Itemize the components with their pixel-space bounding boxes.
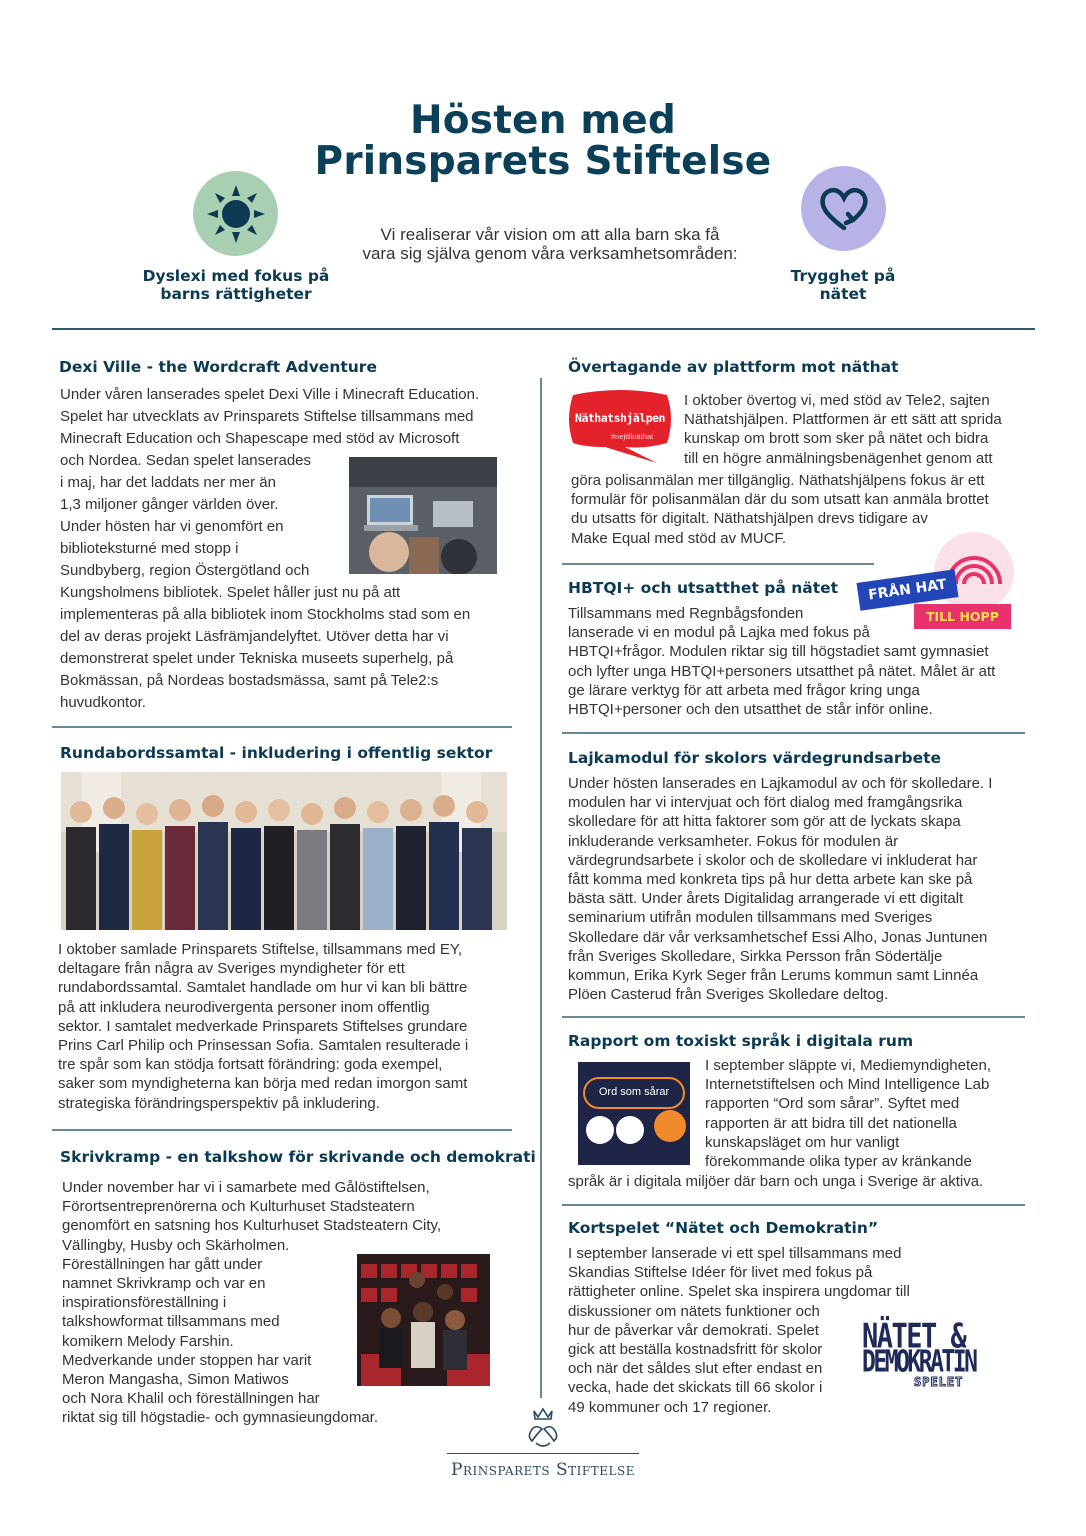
rundabord-text <box>58 940 518 1113</box>
divider <box>562 1204 1025 1206</box>
text-line: tre spår som kan stödja fortsatt förändring: goda exempel, <box>58 1056 443 1074</box>
text-line: rapporten är att bidra till det nationella <box>705 1114 957 1132</box>
footer-logo-rule <box>447 1453 639 1454</box>
divider <box>562 1016 1025 1018</box>
rundabord-group-photo <box>61 772 507 930</box>
header-divider <box>52 328 1035 330</box>
text-line: biblioteksturné med stopp i <box>60 540 239 557</box>
text-line: Kungsholmens bibliotek. Spelet håller just nu på att <box>60 584 401 601</box>
text-line: Bokmässan, på Nordeas bostadsmässa, samt på Tele2:s <box>60 672 439 689</box>
text-line: skolledare för att hitta faktorer som gör att de lyckats skapa <box>568 813 961 831</box>
divider <box>52 1129 512 1131</box>
lajka-text <box>568 774 1038 1004</box>
text-line: till en högre anmälningsbenägenhet genom att <box>684 449 993 467</box>
nathatshjalpen-logo <box>565 389 675 464</box>
sun-icon <box>205 183 267 245</box>
text-line: Tillsammans med Regnbågsfonden <box>568 605 804 622</box>
text-line: rättigheter online. Spelet ska inspirera ungdomar till <box>568 1283 910 1301</box>
text-line: 1,3 miljoner gånger världen över. <box>60 496 279 513</box>
text-line: inspirationsföreställning i <box>62 1294 227 1312</box>
text-line: Under hösten lanserades en Lajkamodul av och för skolledare. I <box>568 775 993 792</box>
page-title <box>0 100 1086 182</box>
text-line: genomfört en satsning hos Kulturhuset Stadsteatern City, <box>62 1217 442 1235</box>
text-line: ge lärare verktyg för att arbeta med frågor kring unga <box>568 681 920 699</box>
text-line: i maj, har det laddats ner mer än <box>60 474 276 491</box>
text-line: formulär för polisanmälan där du som utsatt kan anmäla brottet <box>571 491 989 509</box>
column-divider <box>540 378 542 1398</box>
text-line: I september lanserade vi ett spel tillsammans med <box>568 1245 902 1262</box>
text-line: riktat sig till högstadie- och gymnasieungdomar. <box>62 1409 378 1427</box>
text-line: bästa sätt. Under årets Digitalidag arrangerade vi ett digitalt <box>568 890 964 908</box>
rapport-heading: Rapport om toxiskt språk i digitala rum <box>568 1032 914 1050</box>
text-line: kunskapsläget om hur vanligt <box>705 1133 900 1151</box>
text-line: Medverkande under stoppen har varit <box>62 1351 312 1369</box>
text-line: seminarium utifrån modulen tillsammans med Sveriges <box>568 909 933 927</box>
text-line: talkshowformat tillsammans med <box>62 1313 280 1331</box>
text-line: deltagare från några av Sveriges myndigheter för ett <box>58 960 405 978</box>
text-line: Vällingby, Husby och Skärholmen. <box>62 1236 290 1254</box>
text-line: del av deras projekt Läsfrämjandelyftet. Utöver detta har vi <box>60 628 449 645</box>
divider <box>562 563 874 565</box>
trygghet-label-line-1: Trygghet på <box>790 267 896 285</box>
cover-title: Ord som sårar <box>598 1086 670 1098</box>
overtagande-text-top <box>684 391 1034 468</box>
text-line: inkluderande verksamheter. Fokus för modulen är <box>568 832 899 850</box>
dyslexi-label-line-1: Dyslexi med fokus på <box>142 267 330 285</box>
text-line: rapporten “Ord som sårar”. Syftet med <box>705 1095 960 1113</box>
text-line: Meron Mangasha, Simon Matiwos <box>62 1371 289 1389</box>
text-line: Skandias Stiftelse Idéer för livet med fokus på <box>568 1264 873 1282</box>
intro-line-2: vara sig själva genom våra verksamhetsområden: <box>362 244 738 263</box>
text-line: HBTQI+personer och den utsatthet de står inför online. <box>568 701 933 719</box>
text-line: HBTQI+frågor. Modulen riktar sig till högstadiet samt gymnasiet <box>568 643 989 661</box>
text-line: modulen har vi intervjuat och fört dialog med framgångsrika <box>568 794 963 812</box>
overtagande-heading: Övertagande av plattform mot näthat <box>568 358 899 376</box>
rundabord-heading: Rundabordssamtal - inkludering i offentlig sektor <box>60 744 493 762</box>
text-line: I september släppte vi, Mediemyndigheten, <box>705 1057 991 1074</box>
text-line: och Nora Khalil och föreställningen har <box>62 1390 320 1408</box>
logo-tagline: #nejtillnäthat <box>611 432 654 441</box>
divider <box>562 732 1025 734</box>
text-line: Förortsentreprenörerna och Kulturhuset Stadsteatern <box>62 1198 415 1216</box>
trygghet-circle <box>801 166 886 251</box>
text-line: fått komma med konkreta tips på hur detta arbete kan ske på <box>568 871 973 889</box>
text-line: på att inkludera neurodivergenta personer inom offentlig <box>58 998 430 1016</box>
trygghet-label-line-2: nätet <box>819 285 867 303</box>
text-line: göra polisanmälan mer tillgänglig. Näthatshjälpens fokus är ett <box>571 472 985 489</box>
crown-emblem-icon <box>520 1405 566 1451</box>
logo-line-3: SPELET <box>914 1375 964 1389</box>
divider <box>52 726 512 728</box>
text-line: I oktober samlade Prinsparets Stiftelse, tillsammans med EY, <box>58 941 463 958</box>
text-line: kunskap om brott som sker på nätet och bidra <box>684 430 989 448</box>
skrivkramp-heading: Skrivkramp - en talkshow för skrivande och demokrati <box>60 1148 536 1166</box>
text-line: Sundbyberg, region Östergötland och <box>60 562 310 579</box>
text-line: du utsatts för digitalt. Näthatshjälpen drevs tidigare av <box>571 510 928 528</box>
text-line: Spelet har utvecklats av Prinsparets Stiftelse tillsammans med <box>60 408 474 425</box>
text-line: namnet Skrivkramp och var en <box>62 1275 266 1293</box>
skrivkramp-theater-photo <box>357 1254 490 1386</box>
text-line: 49 kommuner och 17 regioner. <box>568 1398 772 1416</box>
text-line: Skolledare där vår verksamhetschef Essi Alho, Jonas Juntunen <box>568 928 988 946</box>
text-line: Under november har vi i samarbete med Gålöstiftelsen, <box>62 1179 430 1196</box>
title-line-1: Hösten med <box>409 98 677 143</box>
text-line: rundabordssamtal. Samtalet handlade om hur vi kan bli bättre <box>58 979 468 997</box>
text-line: Under våren lanserades spelet Dexi Ville i Minecraft Education. <box>60 386 480 403</box>
dyslexi-label <box>120 267 352 303</box>
text-line: från Sveriges Skolledare, Sirkka Persson från Södertälje <box>568 947 943 965</box>
dyslexi-label-line-2: barns rättigheter <box>160 285 312 303</box>
natet-demokratin-logo <box>862 1317 992 1390</box>
text-line: I oktober övertog vi, med stöd av Tele2, sajten <box>684 392 990 409</box>
text-line: och när det såldes slut efter endast en <box>568 1360 823 1378</box>
dexi-heading: Dexi Ville - the Wordcraft Adventure <box>59 358 377 376</box>
text-line: Under hösten har vi genomfört en <box>60 518 284 535</box>
intro-line-1: Vi realiserar vår vision om att alla barn ska få <box>380 225 720 244</box>
speech-bubble-icon <box>565 389 675 464</box>
text-line: Prins Carl Philip och Prinsessan Sofia. Samtalen resulterade i <box>58 1037 469 1055</box>
text-line: förekommande olika typer av kränkande <box>705 1153 972 1171</box>
text-line: demonstrerat spelet under Tekniska museets superhelg, på <box>60 650 454 667</box>
rapport-text-top <box>705 1056 1035 1171</box>
dyslexi-circle <box>193 171 278 256</box>
text-line: och Nordea. Sedan spelet lanserades <box>60 452 312 469</box>
text-line: huvudkontor. <box>60 694 146 711</box>
text-line: språk är i digitala miljöer där barn och unga i Sverige är aktiva. <box>568 1173 984 1190</box>
intro-text <box>330 225 770 263</box>
trygghet-label <box>740 267 946 303</box>
lajka-heading: Lajkamodul för skolors värdegrundsarbete <box>568 749 942 767</box>
text-line: sektor. I samtalet medverkade Prinsparets Stiftelses grundare <box>58 1017 468 1035</box>
hbtqi-text <box>568 604 1038 719</box>
badge-till-hopp: TILL HOPP <box>914 604 1011 629</box>
report-cover-art <box>578 1062 690 1165</box>
badge-fran-hat: FRÅN HAT <box>857 569 959 610</box>
text-line: Internetstiftelsen och Mind Intelligence Lab <box>705 1076 990 1094</box>
text-line: och lyfter unga HBTQI+personers utsatthet på nätet. Målet är att <box>568 662 996 680</box>
text-line: vecka, hade det skickats till 66 skolor i <box>568 1379 823 1397</box>
text-line: gick att beställa kostnadsfritt för skolor <box>568 1341 823 1359</box>
text-line: hur de påverkar vår demokrati. Spelet <box>568 1321 819 1339</box>
text-line: lanserade vi en modul på Lajka med fokus på <box>568 624 870 642</box>
text-line: diskussioner om nätets funktioner och <box>568 1302 820 1320</box>
rapport-text-bottom <box>568 1172 1038 1191</box>
text-line: saker som myndigheterna kan börja med redan imorgon samt <box>58 1075 468 1093</box>
title-line-2: Prinsparets Stiftelse <box>314 139 772 184</box>
text-line: Föreställningen har gått under <box>62 1255 263 1273</box>
text-line: strategiska förändringsperspektiv på inkludering. <box>58 1094 380 1112</box>
text-line: komikern Melody Farshin. <box>62 1332 234 1350</box>
text-line: Minecraft Education och Shapescape med stöd av Microsoft <box>60 430 460 447</box>
logo-wordmark: Näthatshjälpen <box>575 411 665 425</box>
text-line: värdegrundsarbete i skolor och de skolledare vi inkluderat har <box>568 851 978 869</box>
heart-icon <box>815 180 873 238</box>
text-line: Näthatshjälpen. Plattformen är ett sätt att sprida <box>684 411 1002 429</box>
text-line: Plöen Casterud från Sveriges Skolledare deltog. <box>568 986 889 1004</box>
ord-som-sarar-cover <box>578 1062 690 1165</box>
text-line: kommun, Erika Kyrk Seger från Lerums kommun samt Linnéa <box>568 967 979 985</box>
hbtqi-heading: HBTQI+ och utsatthet på nätet <box>568 579 839 597</box>
dexi-library-photo <box>349 457 497 574</box>
kortspelet-heading: Kortspelet “Nätet och Demokratin” <box>568 1219 879 1237</box>
logo-line-2: DEMOKRATIN <box>862 1345 976 1380</box>
text-line: Make Equal med stöd av MUCF. <box>571 529 787 547</box>
footer-logo-text: Prinsparets Stiftelse <box>451 1460 635 1480</box>
text-line: implementeras på alla bibliotek inom Stockholms stad som en <box>60 606 471 623</box>
logo-line-1: NÄTET & <box>862 1317 966 1357</box>
